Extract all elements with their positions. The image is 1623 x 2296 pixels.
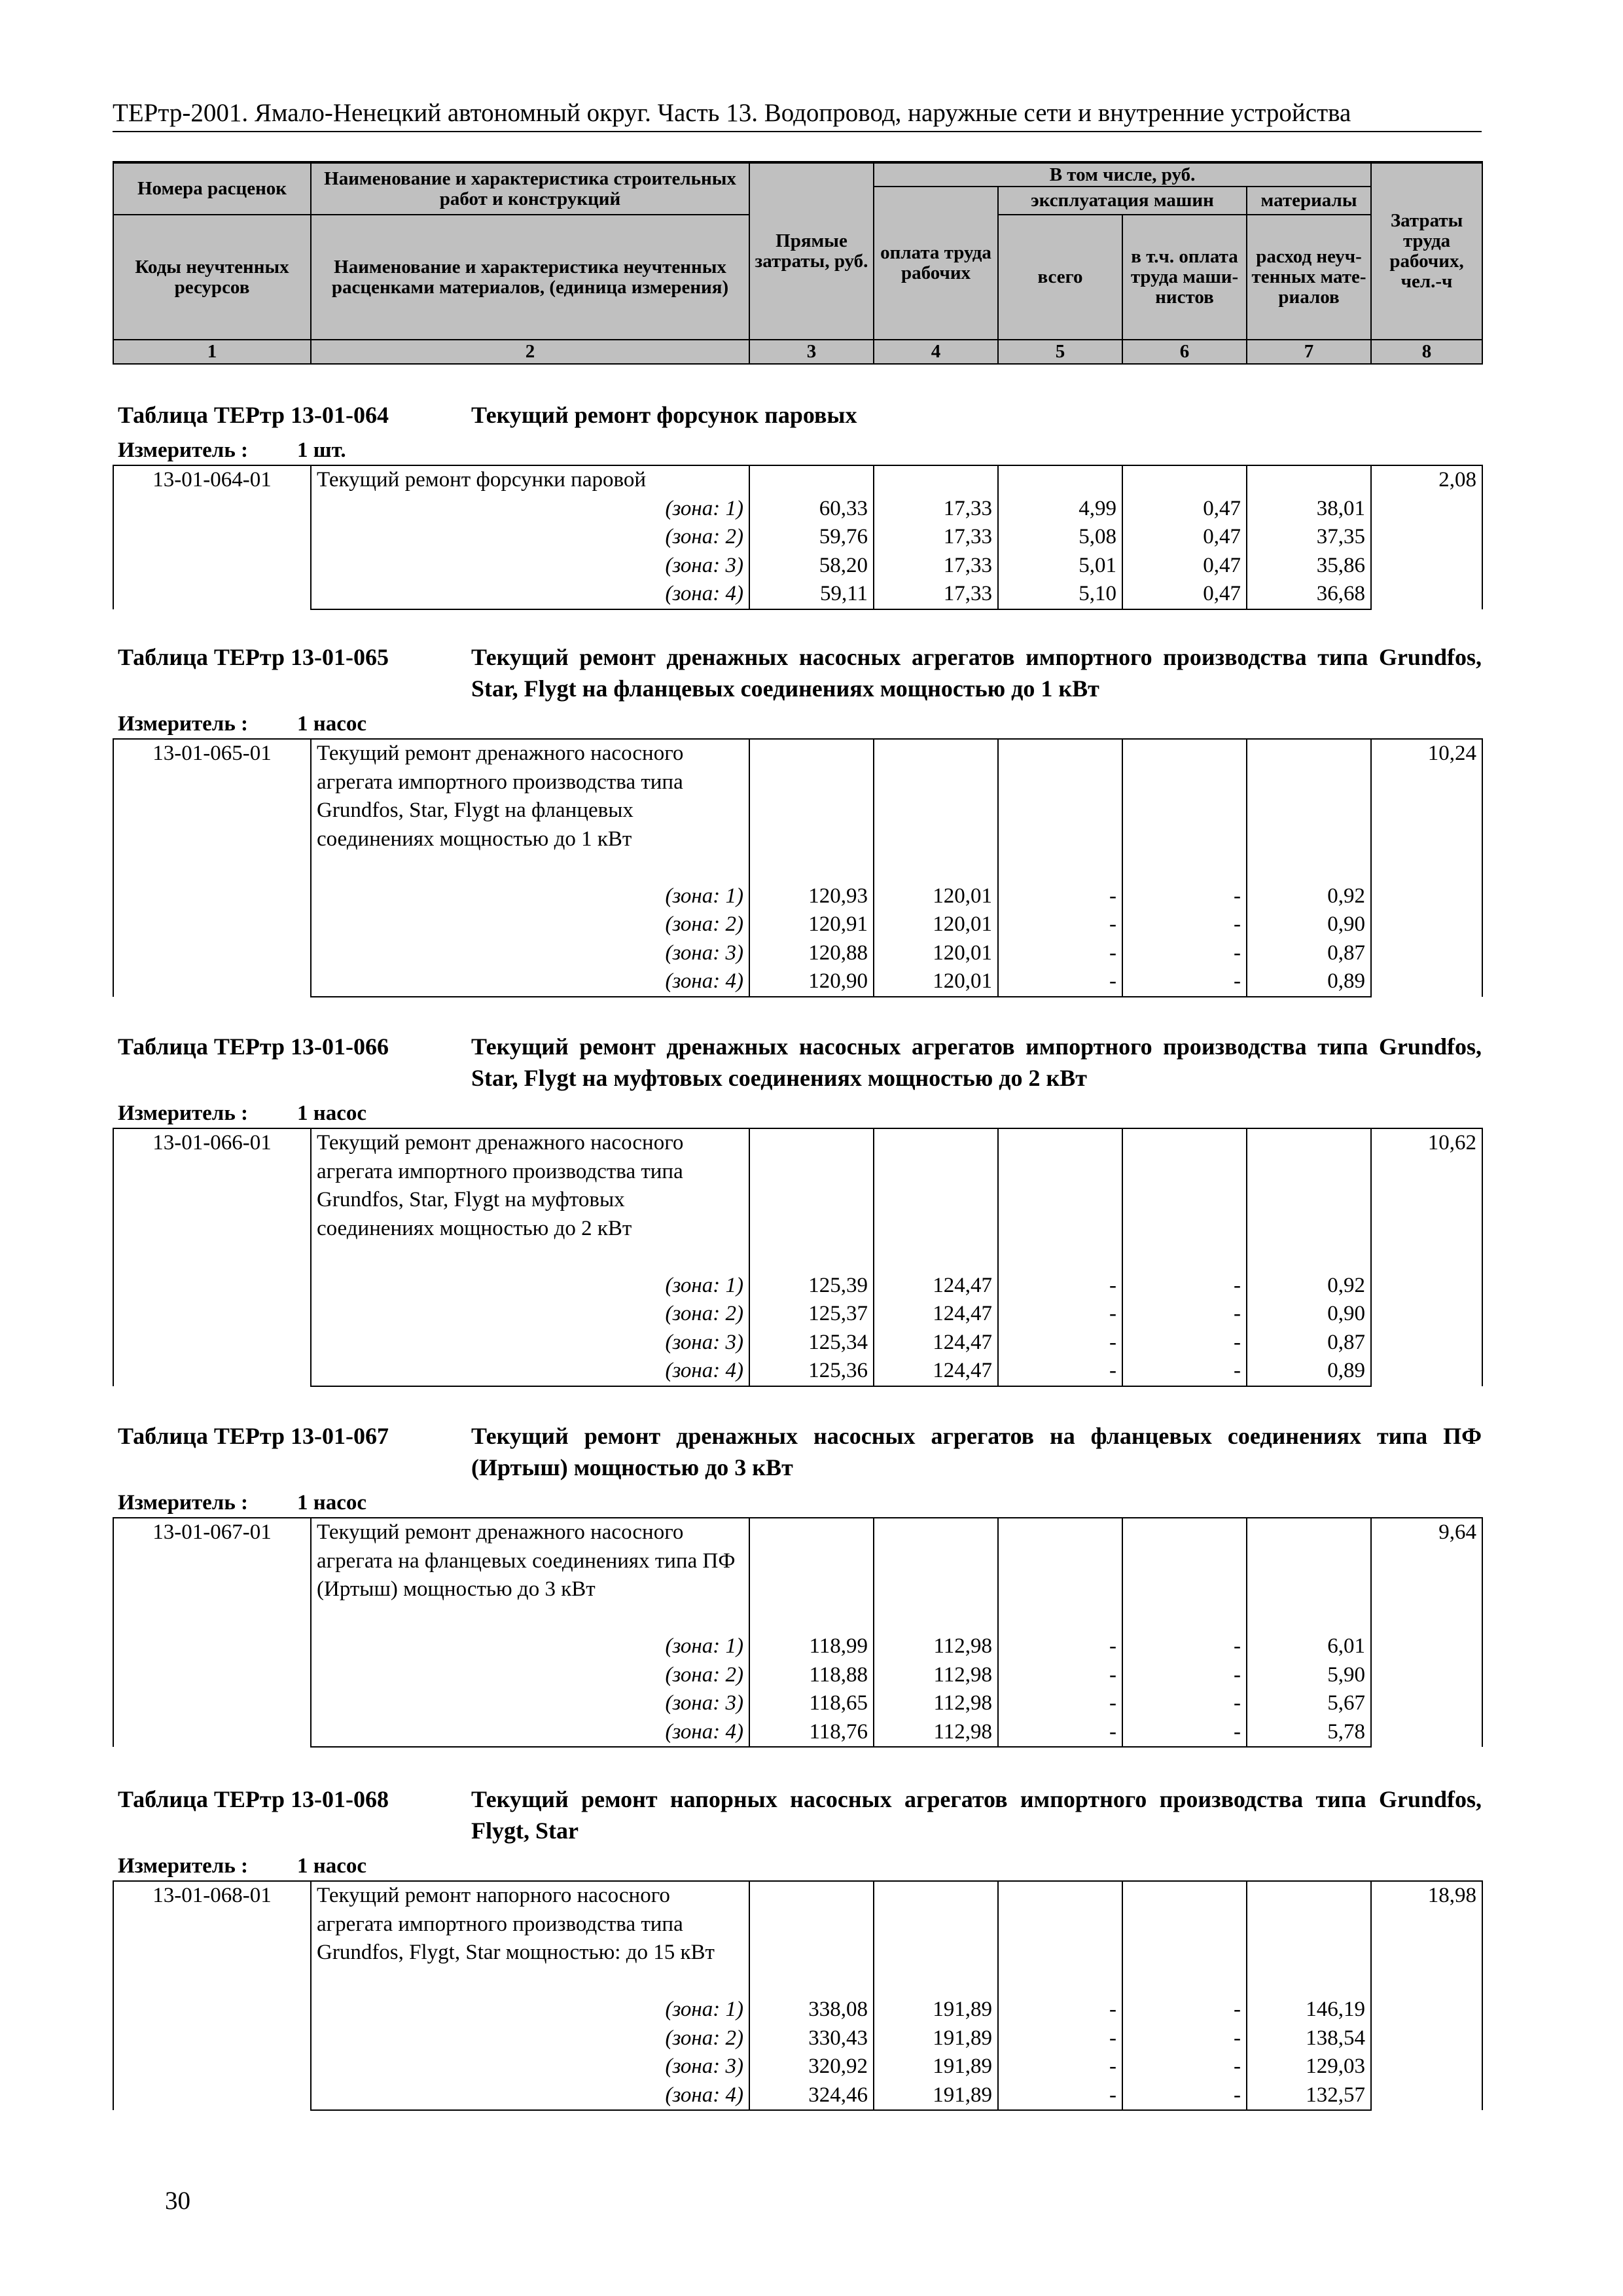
header-including: В том числе, руб. — [874, 162, 1371, 187]
direct-costs-cell: 120,91 — [749, 910, 874, 939]
rate-table — [113, 1128, 1483, 1387]
table-code: Таблица ТЕРтр 13-01-066 — [118, 1033, 389, 1060]
worker-pay-cell: 191,89 — [874, 2024, 998, 2053]
rate-table-section — [113, 1031, 1482, 1387]
header-resource-codes: Коды неучтенных ресурсов — [113, 215, 311, 340]
rate-table — [113, 1880, 1483, 2111]
worker-pay-cell: 124,47 — [874, 1357, 998, 1386]
table-name: Текущий ремонт форсунок паровых — [471, 402, 857, 428]
zone-row — [113, 1300, 1482, 1329]
direct-costs-cell: 118,76 — [749, 1718, 874, 1748]
meter-unit: 1 шт. — [297, 439, 346, 462]
operator-pay-cell: 0,47 — [1122, 523, 1247, 552]
machines-total-cell: - — [998, 1661, 1122, 1690]
direct-costs-cell: 120,90 — [749, 967, 874, 997]
header-labor-costs: Затраты труда рабочих, чел.-ч — [1371, 162, 1482, 340]
zone-label: (зона: 1) — [311, 1632, 749, 1661]
rate-table — [113, 465, 1483, 610]
table-code: Таблица ТЕРтр 13-01-067 — [118, 1423, 389, 1449]
meter-line — [113, 711, 1482, 737]
materials-consumption-cell: 0,92 — [1247, 882, 1371, 911]
worker-pay-cell: 124,47 — [874, 1329, 998, 1357]
zone-row — [113, 882, 1482, 911]
work-description: Текущий ремонт дренажного насосного агрегата импортного производства типа Grundfos, Star, Flygt на фланцевых соединениях мощностью до 1 кВт — [311, 739, 749, 882]
materials-consumption-cell: 0,92 — [1247, 1272, 1371, 1300]
direct-costs-cell: 324,46 — [749, 2081, 874, 2111]
table-name: Текущий ремонт напорных насосных агрегатов импортного производства типа Grundfos, Flygt, Star — [471, 1786, 1482, 1844]
header-number: 1 — [113, 340, 311, 364]
meter-label: Измеритель : — [118, 712, 249, 736]
worker-pay-cell: 120,01 — [874, 967, 998, 997]
rate-code: 13-01-067-01 — [113, 1518, 311, 1747]
zone-label: (зона: 1) — [311, 882, 749, 911]
work-description: Текущий ремонт дренажного насосного агрегата на фланцевых соединениях типа ПФ (Иртыш) мощностью до 3 кВт — [311, 1518, 749, 1632]
zone-row — [113, 1718, 1482, 1748]
meter-label: Измеритель : — [118, 1491, 249, 1515]
table-code: Таблица ТЕРтр 13-01-064 — [118, 402, 389, 428]
machines-total-cell: - — [998, 2081, 1122, 2111]
zone-label: (зона: 4) — [311, 580, 749, 609]
table-row — [113, 739, 1482, 882]
rate-table-section — [113, 641, 1482, 997]
direct-costs-cell: 118,88 — [749, 1661, 874, 1690]
direct-costs-cell: 338,08 — [749, 1996, 874, 2024]
zone-label: (зона: 2) — [311, 523, 749, 552]
header-number: 2 — [311, 340, 749, 364]
header-number: 4 — [874, 340, 998, 364]
direct-costs-cell: 125,37 — [749, 1300, 874, 1329]
meter-unit: 1 насос — [297, 1102, 367, 1125]
header-number: 3 — [749, 340, 874, 364]
zone-row — [113, 910, 1482, 939]
zone-label: (зона: 4) — [311, 967, 749, 997]
column-header-table — [113, 161, 1483, 365]
table-name: Текущий ремонт дренажных насосных агрегатов импортного производства типа Grundfos, Star, Flygt на фланцевых соединениях мощностью до 1 кВт — [471, 644, 1482, 702]
zone-label: (зона: 4) — [311, 1357, 749, 1386]
machines-total-cell: - — [998, 1272, 1122, 1300]
operator-pay-cell: 0,47 — [1122, 552, 1247, 581]
zone-label: (зона: 3) — [311, 552, 749, 581]
header-number: 7 — [1247, 340, 1371, 364]
direct-costs-cell: 330,43 — [749, 2024, 874, 2053]
zone-row — [113, 1689, 1482, 1718]
direct-costs-cell: 120,88 — [749, 939, 874, 968]
table-row — [113, 1518, 1482, 1632]
direct-costs-cell: 125,36 — [749, 1357, 874, 1386]
materials-consumption-cell: 35,86 — [1247, 552, 1371, 581]
machines-total-cell: - — [998, 1357, 1122, 1386]
header-number: 5 — [998, 340, 1122, 364]
zone-row — [113, 580, 1482, 609]
zone-label: (зона: 1) — [311, 495, 749, 524]
direct-costs-cell: 60,33 — [749, 495, 874, 524]
direct-costs-cell: 59,11 — [749, 580, 874, 609]
materials-consumption-cell: 0,90 — [1247, 910, 1371, 939]
rate-table-section — [113, 399, 1482, 610]
header-material-consumption: расход неуч-тенных мате-риалов — [1247, 215, 1371, 340]
machines-total-cell: 5,08 — [998, 523, 1122, 552]
table-title — [113, 641, 1482, 704]
zone-label: (зона: 4) — [311, 1718, 749, 1748]
zone-label: (зона: 3) — [311, 939, 749, 968]
labor-costs: 2,08 — [1371, 465, 1482, 609]
zone-row — [113, 1632, 1482, 1661]
meter-line — [113, 437, 1482, 463]
header-machine-operation: эксплуатация машин — [998, 187, 1247, 215]
rate-code: 13-01-065-01 — [113, 739, 311, 997]
header-machines-total: всего — [998, 215, 1122, 340]
operator-pay-cell: - — [1122, 882, 1247, 911]
zone-row — [113, 1329, 1482, 1357]
materials-consumption-cell: 38,01 — [1247, 495, 1371, 524]
machines-total-cell: 4,99 — [998, 495, 1122, 524]
table-row — [113, 1128, 1482, 1272]
zone-label: (зона: 2) — [311, 1300, 749, 1329]
header-materials: материалы — [1247, 187, 1371, 215]
worker-pay-cell: 112,98 — [874, 1689, 998, 1718]
materials-consumption-cell: 0,87 — [1247, 939, 1371, 968]
operator-pay-cell: - — [1122, 1329, 1247, 1357]
machines-total-cell: 5,01 — [998, 552, 1122, 581]
operator-pay-cell: - — [1122, 967, 1247, 997]
worker-pay-cell: 112,98 — [874, 1718, 998, 1748]
worker-pay-cell: 191,89 — [874, 2053, 998, 2081]
meter-line — [113, 1490, 1482, 1516]
worker-pay-cell: 120,01 — [874, 939, 998, 968]
zone-row — [113, 939, 1482, 968]
meter-unit: 1 насос — [297, 1491, 367, 1515]
meter-unit: 1 насос — [297, 1854, 367, 1878]
zone-row — [113, 552, 1482, 581]
rate-table — [113, 738, 1483, 997]
zone-label: (зона: 3) — [311, 1329, 749, 1357]
machines-total-cell: - — [998, 2024, 1122, 2053]
materials-consumption-cell: 5,67 — [1247, 1689, 1371, 1718]
operator-pay-cell: - — [1122, 1996, 1247, 2024]
rate-table-section — [113, 1420, 1482, 1748]
header-number: 8 — [1371, 340, 1482, 364]
materials-consumption-cell: 0,89 — [1247, 967, 1371, 997]
direct-costs-cell: 118,65 — [749, 1689, 874, 1718]
machines-total-cell: 5,10 — [998, 580, 1122, 609]
machines-total-cell: - — [998, 967, 1122, 997]
zone-label: (зона: 2) — [311, 1661, 749, 1690]
materials-consumption-cell: 0,89 — [1247, 1357, 1371, 1386]
header-direct-costs: Прямые затраты, руб. — [749, 162, 874, 340]
machines-total-cell: - — [998, 1689, 1122, 1718]
table-row — [113, 1881, 1482, 1996]
materials-consumption-cell: 132,57 — [1247, 2081, 1371, 2111]
materials-consumption-cell: 6,01 — [1247, 1632, 1371, 1661]
header-work-name: Наименование и характеристика строительных работ и конструкций — [311, 162, 749, 215]
worker-pay-cell: 17,33 — [874, 495, 998, 524]
table-title — [113, 1784, 1482, 1846]
direct-costs-cell: 118,99 — [749, 1632, 874, 1661]
operator-pay-cell: - — [1122, 2024, 1247, 2053]
operator-pay-cell: - — [1122, 1357, 1247, 1386]
machines-total-cell: - — [998, 910, 1122, 939]
work-description: Текущий ремонт дренажного насосного агрегата импортного производства типа Grundfos, Star, Flygt на муфтовых соединениях мощностью до 2 кВт — [311, 1128, 749, 1272]
materials-consumption-cell: 5,78 — [1247, 1718, 1371, 1748]
materials-consumption-cell: 0,87 — [1247, 1329, 1371, 1357]
operator-pay-cell: - — [1122, 2053, 1247, 2081]
operator-pay-cell: - — [1122, 1661, 1247, 1690]
direct-costs-cell: 58,20 — [749, 552, 874, 581]
materials-consumption-cell: 0,90 — [1247, 1300, 1371, 1329]
machines-total-cell: - — [998, 939, 1122, 968]
work-description: Текущий ремонт напорного насосного агрегата импортного производства типа Grundfos, Flygt, Star мощностью: до 15 кВт — [311, 1881, 749, 1996]
header-number: 6 — [1122, 340, 1247, 364]
header-material-name: Наименование и характеристика неучтенных расценками материалов, (единица измерения) — [311, 215, 749, 340]
table-code: Таблица ТЕРтр 13-01-068 — [118, 1786, 389, 1812]
machines-total-cell: - — [998, 1329, 1122, 1357]
table-code: Таблица ТЕРтр 13-01-065 — [118, 644, 389, 670]
zone-row — [113, 2024, 1482, 2053]
zone-row — [113, 967, 1482, 997]
worker-pay-cell: 112,98 — [874, 1661, 998, 1690]
worker-pay-cell: 17,33 — [874, 580, 998, 609]
materials-consumption-cell: 5,90 — [1247, 1661, 1371, 1690]
materials-consumption-cell: 37,35 — [1247, 523, 1371, 552]
zone-label: (зона: 3) — [311, 1689, 749, 1718]
materials-consumption-cell: 138,54 — [1247, 2024, 1371, 2053]
operator-pay-cell: - — [1122, 2081, 1247, 2111]
zone-row — [113, 523, 1482, 552]
zone-row — [113, 1272, 1482, 1300]
zone-row — [113, 1357, 1482, 1386]
worker-pay-cell: 17,33 — [874, 552, 998, 581]
zone-row — [113, 495, 1482, 524]
page-number: 30 — [165, 2187, 190, 2215]
operator-pay-cell: - — [1122, 939, 1247, 968]
machines-total-cell: - — [998, 882, 1122, 911]
rate-code: 13-01-068-01 — [113, 1881, 311, 2110]
labor-costs: 10,24 — [1371, 739, 1482, 997]
direct-costs-cell: 125,39 — [749, 1272, 874, 1300]
operator-pay-cell: - — [1122, 1632, 1247, 1661]
operator-pay-cell: - — [1122, 1300, 1247, 1329]
operator-pay-cell: - — [1122, 1718, 1247, 1748]
meter-line — [113, 1853, 1482, 1879]
machines-total-cell: - — [998, 2053, 1122, 2081]
operator-pay-cell: - — [1122, 910, 1247, 939]
machines-total-cell: - — [998, 1996, 1122, 2024]
operator-pay-cell: - — [1122, 1272, 1247, 1300]
machines-total-cell: - — [998, 1718, 1122, 1748]
header-worker-pay: оплата труда рабочих — [874, 187, 998, 340]
materials-consumption-cell: 146,19 — [1247, 1996, 1371, 2024]
meter-label: Измеритель : — [118, 439, 249, 462]
worker-pay-cell: 124,47 — [874, 1300, 998, 1329]
rate-code: 13-01-066-01 — [113, 1128, 311, 1386]
zone-row — [113, 1661, 1482, 1690]
zone-row — [113, 1996, 1482, 2024]
zone-row — [113, 2081, 1482, 2111]
worker-pay-cell: 191,89 — [874, 2081, 998, 2111]
zone-label: (зона: 3) — [311, 2053, 749, 2081]
header-rate-numbers: Номера расценок — [113, 162, 311, 215]
labor-costs: 18,98 — [1371, 1881, 1482, 2110]
worker-pay-cell: 120,01 — [874, 910, 998, 939]
zone-label: (зона: 2) — [311, 910, 749, 939]
materials-consumption-cell: 129,03 — [1247, 2053, 1371, 2081]
machines-total-cell: - — [998, 1632, 1122, 1661]
direct-costs-cell: 125,34 — [749, 1329, 874, 1357]
machines-total-cell: - — [998, 1300, 1122, 1329]
rate-code: 13-01-064-01 — [113, 465, 311, 609]
rate-table-section — [113, 1784, 1482, 2111]
labor-costs: 10,62 — [1371, 1128, 1482, 1386]
table-row — [113, 465, 1482, 495]
materials-consumption-cell: 36,68 — [1247, 580, 1371, 609]
zone-row — [113, 2053, 1482, 2081]
meter-unit: 1 насос — [297, 712, 367, 736]
direct-costs-cell: 59,76 — [749, 523, 874, 552]
worker-pay-cell: 17,33 — [874, 523, 998, 552]
worker-pay-cell: 120,01 — [874, 882, 998, 911]
meter-label: Измеритель : — [118, 1102, 249, 1125]
work-description: Текущий ремонт форсунки паровой — [311, 465, 749, 495]
zone-label: (зона: 2) — [311, 2024, 749, 2053]
table-name: Текущий ремонт дренажных насосных агрегатов на фланцевых соединениях типа ПФ (Иртыш) мощностью до 3 кВт — [471, 1423, 1482, 1480]
zone-label: (зона: 1) — [311, 1272, 749, 1300]
worker-pay-cell: 124,47 — [874, 1272, 998, 1300]
operator-pay-cell: - — [1122, 1689, 1247, 1718]
direct-costs-cell: 120,93 — [749, 882, 874, 911]
table-name: Текущий ремонт дренажных насосных агрегатов импортного производства типа Grundfos, Star, Flygt на муфтовых соединениях мощностью до 2 кВт — [471, 1033, 1482, 1091]
meter-line — [113, 1100, 1482, 1126]
worker-pay-cell: 112,98 — [874, 1632, 998, 1661]
worker-pay-cell: 191,89 — [874, 1996, 998, 2024]
table-title — [113, 399, 1482, 431]
direct-costs-cell: 320,92 — [749, 2053, 874, 2081]
meter-label: Измеритель : — [118, 1854, 249, 1878]
operator-pay-cell: 0,47 — [1122, 580, 1247, 609]
header-operator-pay: в т.ч. оплата труда маши-нистов — [1122, 215, 1247, 340]
labor-costs: 9,64 — [1371, 1518, 1482, 1747]
zone-label: (зона: 4) — [311, 2081, 749, 2111]
operator-pay-cell: 0,47 — [1122, 495, 1247, 524]
running-head: ТЕРтр-2001. Ямало-Ненецкий автономный округ. Часть 13. Водопровод, наружные сети и внутренние устройства — [113, 97, 1482, 132]
zone-label: (зона: 1) — [311, 1996, 749, 2024]
rate-table — [113, 1517, 1483, 1748]
table-title — [113, 1420, 1482, 1483]
table-title — [113, 1031, 1482, 1094]
